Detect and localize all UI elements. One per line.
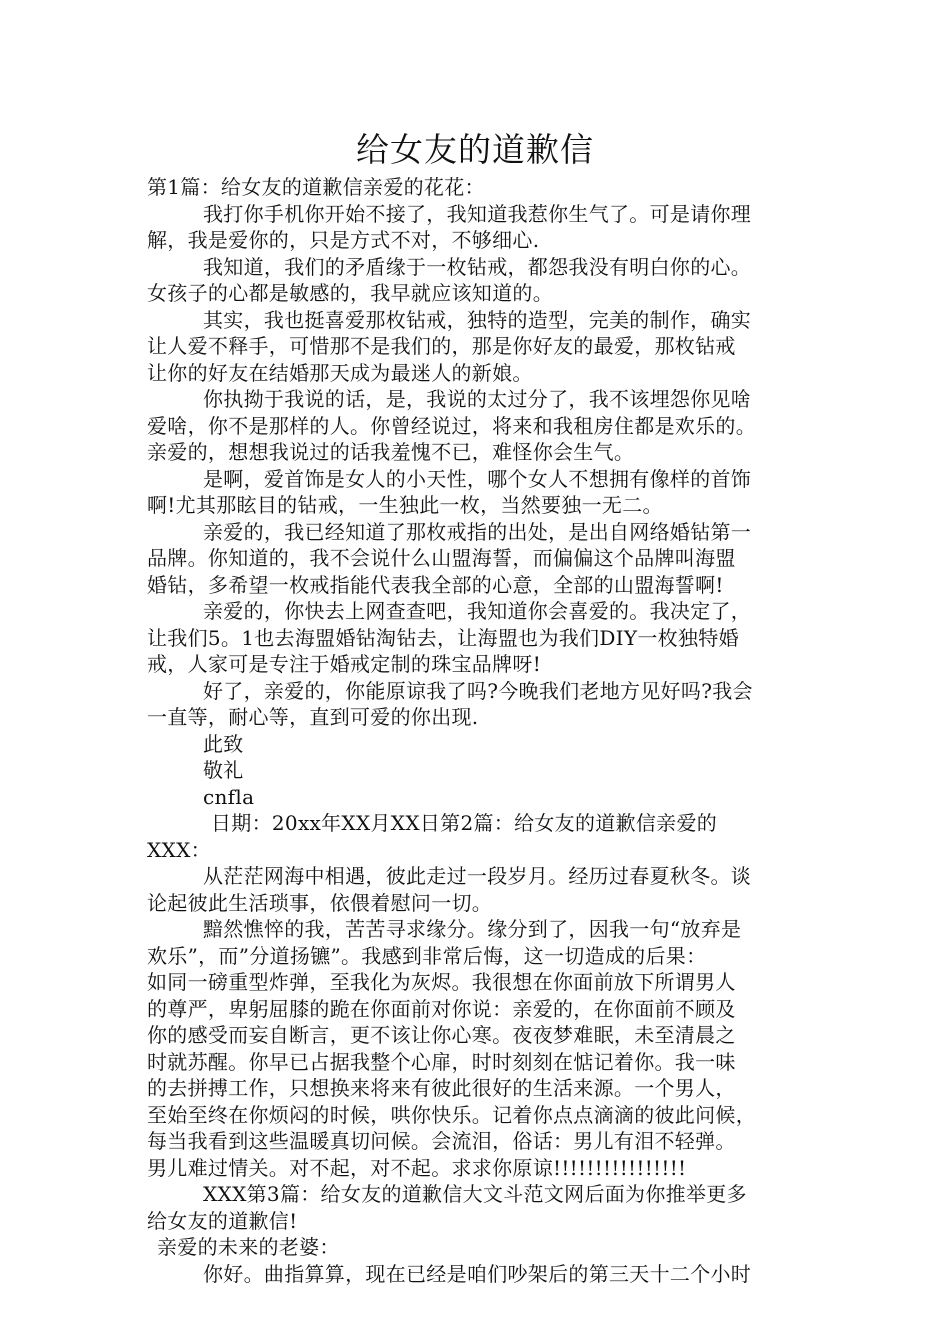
text-line: 如同一磅重型炸弹，至我化为灰烬。我很想在你面前放下所谓男人	[147, 970, 736, 994]
text-line: 亲爱的，想想我说过的话我羞愧不已，难怪你会生气。	[147, 440, 635, 464]
document-body	[147, 174, 827, 1287]
text-line: 啊!尤其那眩目的钻戒，一生独此一枚，当然要独一无二。	[147, 493, 663, 517]
text-line: 第1篇：给女友的道歉信亲爱的花花：	[147, 175, 485, 199]
text-line: 亲爱的，我已经知道了那枚戒指的出处，是出自网络婚钻第一	[203, 519, 752, 544]
text-line: 女孩子的心都是敏感的，我早就应该知道的。	[147, 281, 553, 305]
text-line: XXX第3篇：给女友的道歉信大文斗范文网后面为你推举更多	[203, 1182, 747, 1206]
text-line: 给女友的道歉信!	[147, 1208, 298, 1233]
text-line: 男儿难过情关。对不起，对不起。求求你原谅!!!!!!!!!!!!!!!!	[147, 1155, 687, 1180]
text-line: 黯然憔悴的我，苦苦寻求缘分。缘分到了，因我一句“放弃是	[203, 917, 742, 941]
text-line: 是啊，爱首饰是女人的小天性，哪个女人不想拥有像样的首饰	[203, 466, 752, 491]
text-line: 品牌。你知道的，我不会说什么山盟海誓，而偏偏这个品牌叫海盟	[147, 546, 736, 570]
text-line: 欢乐”，而”分道扬镳”。我感到非常后悔，这一切造成的后果：	[147, 943, 707, 968]
text-line: 日期：20xx年XX月XX日第2篇：给女友的道歉信亲爱的	[211, 811, 718, 835]
text-line: 其实，我也挺喜爱那枚钻戒，独特的造型，完美的制作，确实	[203, 307, 752, 332]
text-line: 让你的好友在结婚那天成为最迷人的新娘。	[147, 360, 533, 385]
text-line: 让人爱不释手，可惜那不是我们的，那是你好友的最爱，那枚钻戒	[147, 334, 736, 358]
text-line: cnfla	[203, 784, 255, 809]
text-line: 亲爱的未来的老婆：	[157, 1235, 340, 1259]
text-line: 时就苏醒。你早已占据我整个心扉，时时刻刻在惦记着你。我一味	[147, 1049, 736, 1074]
text-line: 亲爱的，你快去上网查查吧，我知道你会喜爱的。我决定了，	[203, 599, 752, 623]
text-line: 的尊严，卑躬屈膝的跪在你面前对你说：亲爱的，在你面前不顾及	[147, 996, 736, 1021]
text-line: 我打你手机你开始不接了，我知道我惹你生气了。可是请你理	[203, 201, 752, 226]
text-line: 至始至终在你烦闷的时候，哄你快乐。记着你点点滴滴的彼此问候，	[147, 1102, 756, 1127]
text-line: 你的感受而妄自断言，更不该让你心寒。夜夜梦难眠，未至清晨之	[147, 1023, 736, 1047]
text-line: XXX：	[147, 837, 211, 862]
text-line: 你好。曲指算算，现在已经是咱们吵架后的第三天十二个小时	[203, 1261, 752, 1286]
text-line: 论起彼此生活琐事，依偎着慰问一切。	[147, 890, 493, 915]
text-line: 每当我看到这些温暖真切问候。会流泪，俗话：男儿有泪不轻弹。	[147, 1129, 736, 1153]
text-line: 的去拼搏工作，只想换来将来有彼此很好的生活来源。一个男人，	[147, 1076, 736, 1100]
text-line: 让我们5。1也去海盟婚钻淘钻去，让海盟也为我们DIY一枚独特婚	[147, 625, 739, 650]
text-line: 从茫茫网海中相遇，彼此走过一段岁月。经历过春夏秋冬。谈	[203, 864, 752, 888]
text-line: 此致	[203, 731, 244, 756]
text-line: 你执拗于我说的话，是，我说的太过分了，我不该埋怨你见啥	[203, 387, 752, 411]
text-line: 敬礼	[203, 758, 244, 782]
text-line: 解，我是爱你的，只是方式不对，不够细心.	[147, 228, 540, 252]
document-title: 给女友的道歉信	[356, 130, 594, 169]
text-line: 好了，亲爱的，你能原谅我了吗?今晚我们老地方见好吗?我会	[203, 678, 753, 703]
text-line: 爱啥，你不是那样的人。你曾经说过，将来和我租房住都是欢乐的。	[147, 413, 756, 438]
text-line: 一直等，耐心等，直到可爱的你出现.	[147, 705, 479, 729]
text-line: 我知道，我们的矛盾缘于一枚钻戒，都怨我没有明白你的心。	[203, 254, 752, 279]
text-line: 婚钻，多希望一枚戒指能代表我全部的心意，全部的山盟海誓啊!	[147, 572, 724, 597]
text-line: 戒，人家可是专注于婚戒定制的珠宝品牌呀!	[147, 652, 542, 676]
